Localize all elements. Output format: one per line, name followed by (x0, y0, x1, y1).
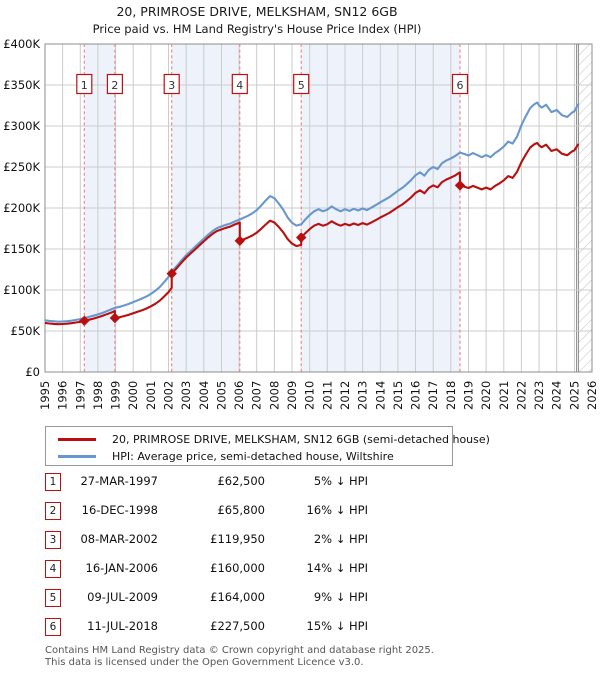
row-badge: 4 (45, 560, 61, 578)
svg-text:1998: 1998 (90, 380, 105, 410)
row-price: £227,500 (210, 618, 265, 633)
svg-text:2003: 2003 (179, 380, 194, 410)
svg-text:2019: 2019 (461, 380, 476, 410)
svg-text:2025: 2025 (567, 380, 582, 410)
row-price: £160,000 (210, 560, 265, 575)
table-row (0, 532, 600, 550)
table-row (0, 503, 600, 521)
svg-text:4: 4 (236, 79, 244, 92)
row-hpi-delta: 5% ↓ HPI (313, 474, 368, 488)
svg-text:2015: 2015 (390, 380, 405, 410)
row-price: £119,950 (210, 531, 265, 546)
svg-text:1997: 1997 (73, 380, 88, 410)
footer-line-1: Contains HM Land Registry data © Crown copyright and database right 2025. (45, 645, 434, 656)
row-badge: 2 (45, 502, 61, 520)
svg-text:2011: 2011 (320, 380, 335, 410)
svg-text:£200K: £200K (3, 201, 40, 215)
legend-item-hpi (46, 448, 452, 465)
svg-text:£250K: £250K (3, 160, 40, 174)
svg-text:2022: 2022 (514, 380, 529, 410)
svg-text:2013: 2013 (355, 380, 370, 410)
row-badge: 6 (45, 618, 61, 636)
svg-text:£0: £0 (25, 365, 40, 379)
row-price: £62,500 (217, 474, 265, 488)
svg-text:2006: 2006 (232, 380, 247, 410)
price-line-swatch (58, 438, 96, 441)
legend-label-price: 20, PRIMROSE DRIVE, MELKSHAM, SN12 6GB (semi-detached house) (112, 433, 490, 446)
svg-text:1: 1 (80, 79, 88, 92)
hpi-line-swatch (58, 455, 96, 458)
svg-text:3: 3 (168, 79, 176, 92)
row-date: 27-MAR-1997 (80, 474, 158, 488)
row-hpi-delta: 9% ↓ HPI (313, 589, 368, 604)
svg-text:2009: 2009 (285, 380, 299, 410)
table-row (0, 590, 600, 608)
svg-text:2010: 2010 (302, 380, 317, 410)
svg-text:2: 2 (111, 79, 119, 92)
svg-text:1996: 1996 (55, 380, 70, 410)
table-row (0, 474, 600, 492)
svg-text:2023: 2023 (532, 380, 547, 410)
svg-text:2018: 2018 (443, 380, 458, 410)
row-hpi-delta: 14% ↓ HPI (306, 560, 368, 575)
svg-text:5: 5 (297, 79, 305, 92)
svg-text:1995: 1995 (38, 380, 52, 410)
svg-text:2021: 2021 (496, 380, 511, 410)
svg-text:£400K: £400K (3, 37, 40, 51)
svg-text:2008: 2008 (267, 380, 282, 410)
svg-text:2024: 2024 (549, 380, 564, 410)
legend-item-price (46, 431, 490, 448)
row-price: £65,800 (217, 502, 265, 517)
footer-line-2: This data is licensed under the Open Government Licence v3.0. (45, 656, 364, 668)
row-date: 11-JUL-2018 (87, 618, 158, 633)
row-hpi-delta: 15% ↓ HPI (306, 618, 368, 633)
svg-text:2002: 2002 (161, 380, 176, 410)
svg-text:2001: 2001 (143, 380, 158, 410)
svg-text:2016: 2016 (408, 380, 423, 410)
row-date: 09-JUL-2009 (87, 589, 158, 604)
svg-text:2017: 2017 (426, 380, 441, 410)
page-subtitle: Price paid vs. HM Land Registry's House Price Index (HPI) (92, 22, 422, 36)
svg-text:1999: 1999 (108, 380, 123, 410)
y-axis-labels (3, 37, 40, 379)
svg-text:6: 6 (456, 79, 464, 92)
row-date: 08-MAR-2002 (80, 531, 158, 546)
row-price: £164,000 (210, 589, 265, 604)
svg-text:2020: 2020 (479, 380, 494, 410)
svg-text:2005: 2005 (214, 380, 229, 410)
table-row (0, 561, 600, 579)
svg-text:£150K: £150K (3, 242, 40, 256)
license-footer (45, 645, 434, 668)
row-badge: 3 (45, 531, 61, 549)
chart-legend (45, 426, 490, 466)
svg-text:£350K: £350K (3, 78, 40, 92)
svg-text:2004: 2004 (196, 380, 211, 410)
svg-text:£50K: £50K (10, 324, 40, 338)
row-date: 16-JAN-2006 (85, 560, 158, 575)
svg-text:2026: 2026 (585, 380, 599, 410)
svg-text:£300K: £300K (3, 119, 40, 133)
svg-text:2014: 2014 (373, 380, 388, 410)
svg-text:2007: 2007 (249, 380, 264, 410)
table-row (0, 619, 600, 637)
svg-text:£100K: £100K (3, 283, 40, 297)
svg-text:2000: 2000 (126, 380, 141, 410)
row-badge: 5 (45, 589, 61, 607)
page-title: 20, PRIMROSE DRIVE, MELKSHAM, SN12 6GB (116, 4, 398, 19)
row-badge: 1 (45, 473, 61, 491)
row-hpi-delta: 16% ↓ HPI (306, 502, 368, 517)
x-axis-labels (38, 381, 599, 410)
legend-label-hpi: HPI: Average price, semi-detached house, Wiltshire (112, 450, 394, 463)
row-hpi-delta: 2% ↓ HPI (313, 531, 368, 546)
row-date: 16-DEC-1998 (81, 502, 158, 517)
svg-text:2012: 2012 (338, 380, 352, 410)
